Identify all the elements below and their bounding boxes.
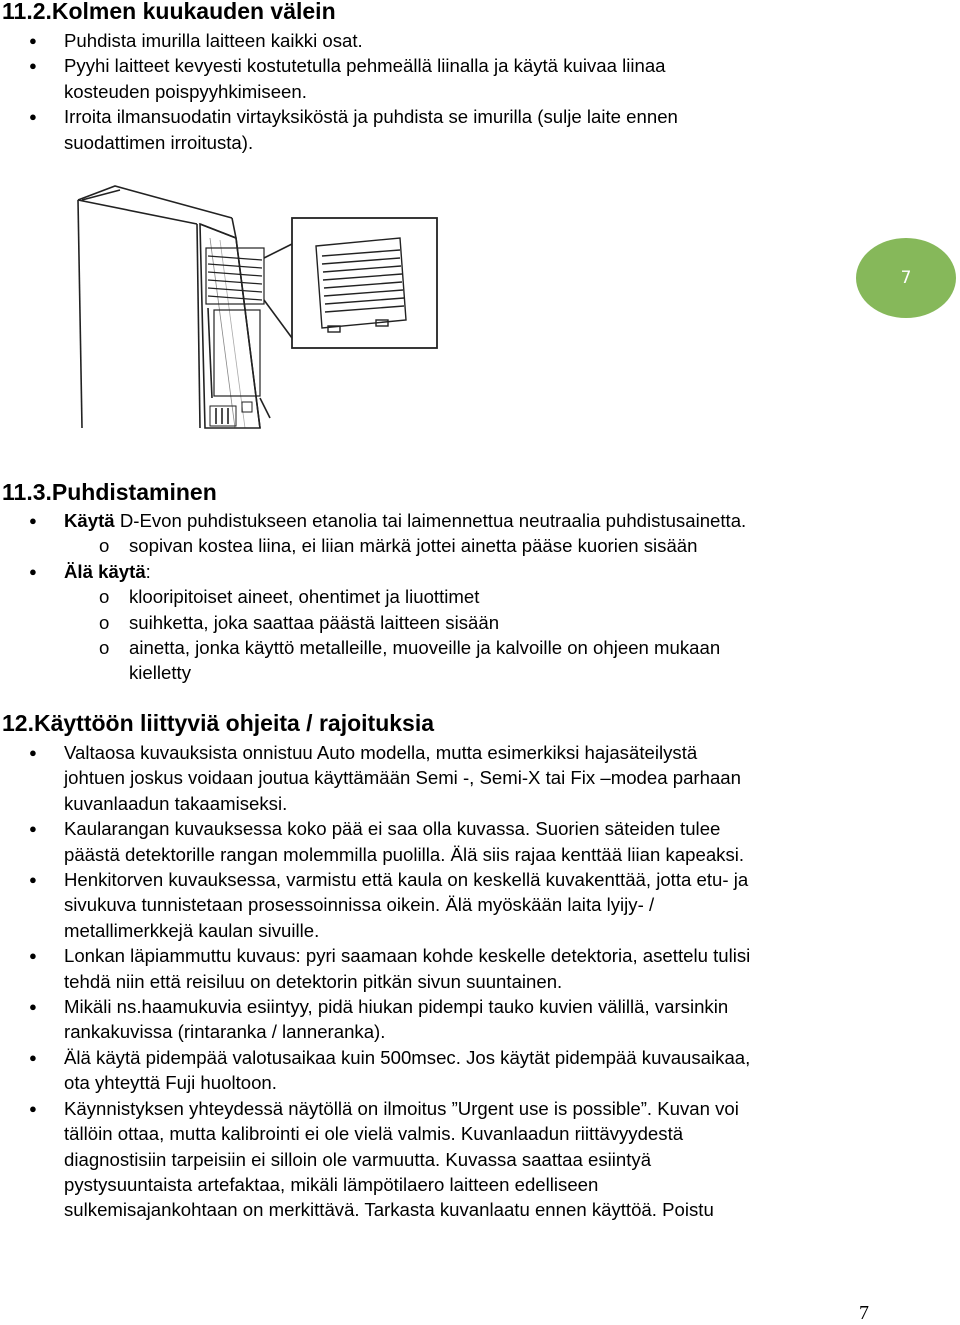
cleaning-list <box>0 508 960 686</box>
list-item-dont: ● Älä käytä: <box>0 559 960 584</box>
circle-marker-icon: o <box>99 535 110 557</box>
sub-list-item: o ainetta, jonka käyttö metalleille, muoveille ja kalvoille on ohjeen mukaan kielletty <box>99 637 721 684</box>
list-item: ● Lonkan läpiammuttu kuvaus: pyri saamaan kohde keskelle detektoria, asettelu tulisi tehdä niin että reisiluu on detektorin pitkän sivun suuntainen. <box>29 945 751 992</box>
bullet-icon: ● <box>29 33 37 48</box>
sub-list-item: o sopivan kostea liina, ei liian märkä jottei ainetta pääse kuorien sisään <box>0 533 960 558</box>
list-item: ● Pyyhi laitteet kevyesti kostutetulla pehmeällä liinalla ja käytä kuivaa liinaa kosteuden poispyyhkimiseen. <box>29 55 666 102</box>
list-item: ● Irroita ilmansuodatin virtayksiköstä ja puhdista se imurilla (sulje laite ennen suodattimen irroitusta). <box>29 106 678 153</box>
list-item: ● Mikäli ns.haamukuvia esiintyy, pidä hiukan pidempi tauko kuvien välillä, varsinkin rankakuvissa (rintaranka / lanneranka). <box>29 996 729 1043</box>
bullet-icon: ● <box>29 1049 37 1065</box>
bullet-icon: ● <box>29 1100 37 1116</box>
list-item: ● Älä käytä pidempää valotusaikaa kuin 500msec. Jos käytät pidempää kuvausaikaa, ota yhteyttä Fuji huoltoon. <box>29 1046 751 1094</box>
section-heading-12: 12.Käyttöön liittyviä ohjeita / rajoituksia <box>2 710 435 736</box>
sub-list-item: o suihketta, joka saattaa päästä laitteen sisään <box>0 610 960 635</box>
circle-marker-icon: o <box>99 637 110 659</box>
list-item-use: ● Käytä D-Evon puhdistukseen etanolia tai laimennettua neutraalia puhdistusainetta. <box>0 508 960 533</box>
bullet-list-11-2 <box>0 28 960 155</box>
circle-marker-icon: o <box>99 586 110 608</box>
bullet-icon: ● <box>29 948 37 964</box>
bullet-icon: ● <box>29 563 37 579</box>
bullet-icon: ● <box>29 109 37 125</box>
list-item: ● Henkitorven kuvauksessa, varmistu että kaula on keskellä kuvakenttää, jotta etu- ja sivukuva tunnistetaan prosessoinnissa oikein. Älä myöskään laita lyijy- / metallimerkkejä kaulan sivuille. <box>29 869 749 941</box>
bullet-icon: ● <box>29 513 37 528</box>
bullet-icon: ● <box>29 745 37 760</box>
bullet-icon: ● <box>29 872 37 888</box>
section-heading-11-3: 11.3.Puhdistaminen <box>2 479 217 505</box>
list-item: ● Valtaosa kuvauksista onnistuu Auto modella, mutta esimerkiksi hajasäteilystä johtuen joskus voidaan joutua käyttämään Semi -, Semi-X tai Fix –modea parhaan kuvanlaadun takaamiseksi. <box>29 742 741 814</box>
list-item: ● Puhdista imurilla laitteen kaikki osat. <box>0 28 960 53</box>
list-item: ● Käynnistyksen yhteydessä näytöllä on ilmoitus ”Urgent use is possible”. Kuvan voi tällöin ottaa, mutta kalibrointi ei ole vielä valmis. Kuvanlaadun riittävyydestä diagnostisiin tarpeisiin ei silloin ole varmuutta. Kuvassa saattaa esiintyä pystysuuntaista artefaktaa, mikäli lämpötilaero laitteen edelliseen sulkemisajankohtaan on merkittävä. Tarkasta kuvanlaatu ennen käyttöä. Poistu <box>29 1097 739 1221</box>
list-item: ● Kaularangan kuvauksessa koko pää ei saa olla kuvassa. Suorien säteiden tulee päästä detektorille rangan molemmilla puolilla. Älä siis rajaa kenttää liian kapeaksi. <box>29 818 745 865</box>
page-number: 7 <box>859 1302 869 1324</box>
sub-list-item: o klooripitoiset aineet, ohentimet ja liuottimet <box>0 584 960 609</box>
device-filter-illustration <box>60 178 440 430</box>
bullet-icon: ● <box>29 821 37 837</box>
section-heading-11-2: 11.2.Kolmen kuukauden välein <box>2 0 336 24</box>
bullet-icon: ● <box>29 58 37 74</box>
page-tab-badge: 7 <box>856 238 956 318</box>
bullet-icon: ● <box>29 999 37 1015</box>
usage-instructions-list <box>0 740 960 1223</box>
circle-marker-icon: o <box>99 611 110 633</box>
